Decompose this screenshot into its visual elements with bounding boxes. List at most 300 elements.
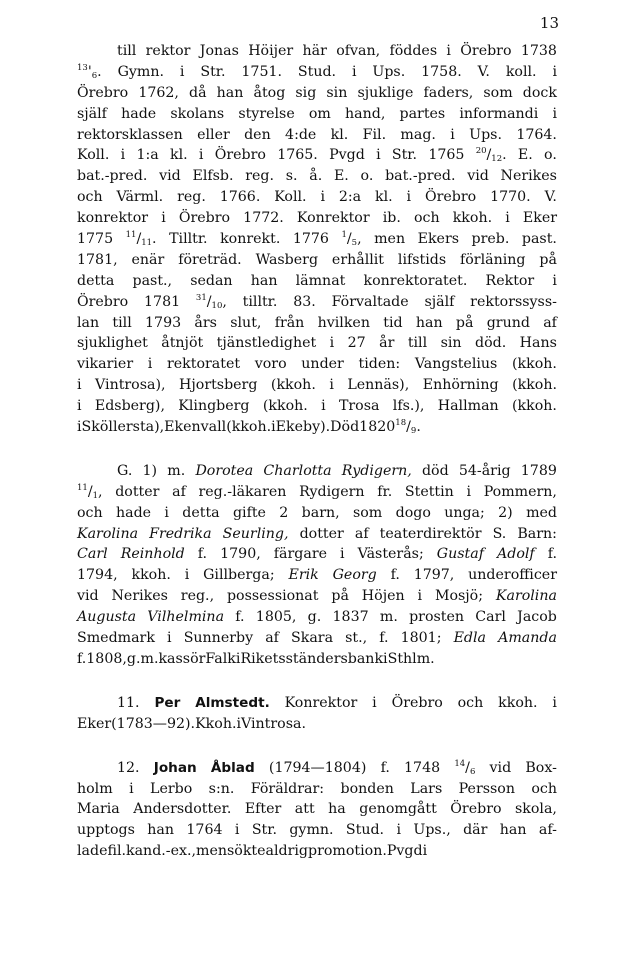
word: Höjen <box>361 588 405 605</box>
word: död <box>421 462 449 479</box>
word: i <box>466 483 472 500</box>
word: tilltr. <box>242 293 278 310</box>
word: i <box>396 822 401 839</box>
word: sedan <box>190 272 233 289</box>
word: V. <box>477 63 490 80</box>
word: Sköllersta), <box>81 419 165 436</box>
word: Örebro <box>77 84 129 101</box>
text-line <box>77 779 557 800</box>
subscript: 6 <box>469 766 476 777</box>
word: 2:a <box>338 189 362 206</box>
word: hand, <box>345 105 386 122</box>
word: Andersdotter. <box>133 801 232 818</box>
text-fragment: . <box>152 231 157 248</box>
word: under <box>301 356 344 373</box>
word: och <box>457 694 484 711</box>
text-line <box>77 229 557 250</box>
text-fragment: ' <box>87 63 92 80</box>
word: 4:de <box>285 126 317 143</box>
word: själf <box>424 293 455 310</box>
word: Persson <box>458 780 515 797</box>
word: själf <box>77 105 107 122</box>
word: han <box>147 822 175 839</box>
word: men <box>374 231 406 248</box>
word: vid <box>489 759 512 776</box>
word: Lars <box>410 780 443 797</box>
word: past. <box>521 231 557 248</box>
word: i <box>271 419 276 436</box>
word: af- <box>538 822 557 839</box>
word: i <box>505 210 510 227</box>
page-number: 13 <box>539 14 559 32</box>
composite-word <box>454 758 475 779</box>
word: upptogs <box>77 822 135 839</box>
word: Koll. <box>274 189 307 206</box>
word: faders, <box>423 84 474 101</box>
word: hvilken <box>317 314 370 331</box>
word: possessionat <box>226 588 319 605</box>
word: Pvgd <box>329 147 365 164</box>
word: slut, <box>230 314 262 331</box>
word: V. <box>544 189 557 206</box>
word: i <box>236 715 242 732</box>
word: Str. <box>391 147 418 164</box>
word: i <box>77 398 82 415</box>
word: års <box>194 314 217 331</box>
word: 1762, <box>138 84 179 101</box>
word: Örebro <box>450 801 502 818</box>
word: ofvan, <box>336 43 381 59</box>
word: o. <box>360 168 374 185</box>
word: Mosjö; <box>434 588 484 605</box>
word: af <box>543 314 557 331</box>
composite-word <box>476 145 507 166</box>
word: (kkoh. <box>226 419 272 436</box>
word: i <box>321 398 326 415</box>
word: Lennäs), <box>347 377 410 394</box>
word: Pommern, <box>483 483 557 500</box>
word: död. <box>474 335 507 352</box>
text-line <box>77 799 557 820</box>
word: i <box>147 356 153 373</box>
word: då <box>189 84 207 101</box>
word: sin <box>440 335 462 352</box>
word: informandi <box>459 105 539 122</box>
word: skola, <box>515 801 557 818</box>
text-fragment: , <box>357 231 362 248</box>
word: lämnat <box>295 272 346 289</box>
word: den <box>244 126 271 143</box>
word: Smedmark <box>77 630 155 647</box>
word: föddes <box>389 43 438 59</box>
word: i <box>167 630 172 647</box>
subscript: 5 <box>351 238 358 249</box>
text-line <box>77 758 557 779</box>
word: enär <box>131 251 165 268</box>
text-line <box>77 83 557 104</box>
subscript: 11 <box>141 238 153 249</box>
text-line <box>77 354 557 375</box>
word: unga; <box>444 504 485 521</box>
word: kl. <box>330 126 349 143</box>
word: aldrig <box>265 843 309 860</box>
word: Vintrosa. <box>241 715 306 732</box>
text-line <box>77 628 557 649</box>
word: Str. <box>200 63 226 80</box>
word: underofficer <box>468 567 557 584</box>
word: f. <box>390 567 400 584</box>
word: 2) <box>498 504 513 521</box>
italic-name: Charlotta <box>263 462 332 479</box>
text-line <box>77 524 557 545</box>
word: kand.-ex., <box>126 843 196 860</box>
superscript: 11 <box>125 230 137 241</box>
word: Sunnerby <box>183 630 254 647</box>
text-line <box>77 62 557 83</box>
word: bonden <box>340 780 394 797</box>
composite-word <box>395 417 421 438</box>
subscript: 10 <box>211 300 223 311</box>
word: 1781 <box>144 293 181 310</box>
text-line <box>77 841 557 862</box>
paragraph-gap <box>77 670 557 693</box>
text-fragment: . <box>97 63 102 80</box>
word: i <box>552 63 557 80</box>
word: rektoratet <box>167 356 241 373</box>
word: gymn. <box>289 822 334 839</box>
word: (kkoh. <box>512 377 557 394</box>
text-line <box>77 565 557 586</box>
word: 1775 <box>77 231 114 248</box>
word: E. <box>333 168 349 185</box>
bold-name: Åblad <box>210 759 255 776</box>
word: 1797, <box>413 567 455 584</box>
word: i <box>422 843 428 860</box>
text-line <box>77 125 557 146</box>
word: g. <box>126 650 141 667</box>
word: åtog <box>253 84 286 101</box>
word: (kkoh. <box>512 356 557 373</box>
word: ib. <box>382 210 401 227</box>
italic-name: Fredrika <box>149 525 212 542</box>
word: Lerbo <box>150 780 193 797</box>
word: Skara <box>291 630 334 647</box>
word: Gymn. <box>117 63 165 80</box>
word: (kkoh. <box>262 398 308 415</box>
text-fragment: . <box>416 419 421 436</box>
text-fragment: / <box>87 483 93 500</box>
text-line <box>77 649 557 670</box>
composite-word <box>77 62 102 83</box>
word: 1) <box>142 462 158 479</box>
word: dotter <box>115 483 160 500</box>
word: från <box>274 314 305 331</box>
italic-name: Karolina <box>77 525 139 542</box>
word: Örebro <box>391 694 443 711</box>
word: koll. <box>505 63 537 80</box>
word: om <box>308 105 331 122</box>
word: Edsberg), <box>94 398 165 415</box>
word: i <box>164 504 169 521</box>
word: Rydigern <box>299 483 365 500</box>
word: 1:a <box>136 147 159 164</box>
word: 83. <box>293 293 316 310</box>
word: kkoh. <box>452 210 493 227</box>
word: konrektoratet. <box>363 272 468 289</box>
word: kassör <box>158 650 206 667</box>
subscript: 9 <box>410 426 417 437</box>
text-line <box>77 607 557 628</box>
word: Efter <box>244 801 282 818</box>
text-fragment: , <box>98 483 103 500</box>
word: reg.-läkaren <box>198 483 287 500</box>
word: till <box>112 314 132 331</box>
word: Död <box>330 419 360 436</box>
superscript: 1 <box>341 230 347 241</box>
word: Rikets <box>240 650 286 667</box>
text-line <box>77 375 557 396</box>
italic-name: Seurling, <box>222 525 289 542</box>
word: och <box>413 210 440 227</box>
word: m. <box>167 462 186 479</box>
word: i <box>372 694 377 711</box>
word: Tilltr. <box>169 231 208 248</box>
word: vid <box>159 168 181 185</box>
word: tiden: <box>358 356 401 373</box>
word: i <box>161 210 166 227</box>
word: Koll. <box>77 147 110 164</box>
word: bat.-pred. <box>77 168 148 185</box>
word: Sthlm. <box>387 650 435 667</box>
word: Ups. <box>372 63 406 80</box>
italic-name: Reinhold <box>120 546 185 563</box>
text-line <box>77 292 557 313</box>
bold-name: Johan <box>153 759 197 776</box>
text-fragment: / <box>406 419 411 436</box>
italic-name: Rydigern, <box>341 462 412 479</box>
word: Falk <box>205 650 236 667</box>
word: Konrektor <box>284 694 358 711</box>
word: i <box>552 105 557 122</box>
word: hade <box>121 105 157 122</box>
word: fil. <box>107 843 126 860</box>
word: i <box>376 147 381 164</box>
word: bank <box>347 650 384 667</box>
word: 1805, <box>255 609 297 626</box>
text-fragment: / <box>136 231 142 248</box>
word: teaterdirektör <box>379 525 482 542</box>
word: i <box>129 780 134 797</box>
word: här <box>302 43 327 59</box>
word: voro <box>254 356 287 373</box>
italic-name: Dorotea <box>195 462 254 479</box>
word: att <box>294 801 315 818</box>
word: i <box>120 147 126 164</box>
word: 1781, <box>77 251 118 268</box>
word: han <box>415 314 443 331</box>
text-line <box>77 166 557 187</box>
word: af <box>265 630 279 647</box>
text-line <box>77 820 557 841</box>
paragraph-gap <box>77 735 557 758</box>
word: 1793 <box>145 314 182 331</box>
word: 1770. <box>490 189 531 206</box>
word: g. <box>307 609 322 626</box>
word: af <box>354 525 369 542</box>
italic-name: Karolina <box>495 588 557 605</box>
word: s. <box>285 168 298 185</box>
word: vid <box>77 588 99 605</box>
word: prosten <box>409 609 465 626</box>
word: Ekenvall <box>164 419 227 436</box>
word: Örebro <box>424 189 477 206</box>
word: i <box>552 694 557 711</box>
word: lfs.), <box>392 398 425 415</box>
superscript: 11 <box>77 482 88 493</box>
word: Box- <box>525 759 557 776</box>
text-line <box>77 503 557 524</box>
word: 1789 <box>520 462 557 479</box>
word: Konrektor <box>296 210 370 227</box>
word: Hans <box>519 335 557 352</box>
word: Fil. <box>362 126 387 143</box>
composite-word <box>341 229 361 250</box>
bold-name: Almstedt. <box>195 694 270 711</box>
word: E. <box>517 147 533 164</box>
word: reg. <box>245 168 275 185</box>
word: i <box>179 63 185 80</box>
word: i <box>329 335 335 352</box>
word: Förvaltade <box>331 293 409 310</box>
word: 1738 <box>520 43 557 59</box>
word: preb. <box>471 231 510 248</box>
word: gifte <box>232 504 266 521</box>
word: till <box>117 43 137 59</box>
word: ständers <box>285 650 348 667</box>
word: i <box>450 126 455 143</box>
word: sökte <box>227 843 266 860</box>
word: han <box>499 822 527 839</box>
word: Rektor <box>485 272 535 289</box>
word: i <box>235 650 241 667</box>
italic-name: Carl <box>77 546 108 563</box>
word: i <box>184 567 190 584</box>
word: dock <box>522 84 557 101</box>
word: förläning <box>460 251 526 268</box>
word: partes <box>399 105 446 122</box>
text-fragment: / <box>465 759 470 776</box>
word: Hjortsberg <box>179 377 258 394</box>
word: i <box>417 588 423 605</box>
text-fragment: / <box>486 147 492 164</box>
word: åtnjöt <box>161 335 204 352</box>
word: 1764. <box>516 126 557 143</box>
word: ha <box>328 801 346 818</box>
word: af <box>172 483 186 500</box>
word: till <box>407 335 428 352</box>
italic-name: Georg <box>332 567 377 584</box>
text-line <box>77 586 557 607</box>
subscript: 12 <box>491 154 503 165</box>
word: Ekers <box>417 231 460 248</box>
text-fragment: , <box>222 293 227 310</box>
word: s:n. <box>208 780 235 797</box>
word: promotion. <box>308 843 387 860</box>
text-line <box>77 250 557 271</box>
word: 1790, <box>220 546 261 563</box>
text-line <box>77 313 557 334</box>
text-line <box>77 482 557 503</box>
word: f. <box>197 546 208 563</box>
word: S. <box>492 525 507 542</box>
word: i <box>383 650 388 667</box>
word: m. <box>379 609 398 626</box>
word: Vintrosa), <box>95 377 166 394</box>
superscript: 14 <box>454 758 466 769</box>
word: Kkoh. <box>195 715 237 732</box>
word: Föräldrar: <box>250 780 325 797</box>
word: st., <box>345 630 368 647</box>
word: genomgått <box>359 801 437 818</box>
word: Stud. <box>297 63 337 80</box>
word: Str. <box>251 822 277 839</box>
word: mag. <box>400 126 436 143</box>
word: G. <box>117 462 133 479</box>
word: i <box>198 147 204 164</box>
word: Jacob <box>517 609 557 626</box>
word: konrektor <box>77 210 149 227</box>
word: Wasberg <box>255 251 319 268</box>
subscript: 6 <box>91 70 98 81</box>
italic-name: Edla <box>453 630 487 647</box>
word: f. <box>235 609 245 626</box>
word: Jonas <box>199 43 239 59</box>
word: Nerikes <box>500 168 557 185</box>
word: 1772. <box>243 210 284 227</box>
word: vid <box>467 168 489 185</box>
word: barn, <box>301 504 340 521</box>
word: han <box>216 84 244 101</box>
composite-word <box>126 229 157 250</box>
word: eller <box>197 126 230 143</box>
word: Höijer <box>248 43 294 59</box>
word: skolans <box>170 105 225 122</box>
word: Ups. <box>469 126 502 143</box>
italic-name: Adolf <box>497 546 535 563</box>
word: f. <box>380 759 390 776</box>
word: Elfsb. <box>192 168 234 185</box>
word: på <box>455 314 474 331</box>
word: 1765. <box>277 147 318 164</box>
word: Stud. <box>345 822 385 839</box>
word: med <box>526 504 557 521</box>
word: färgare <box>273 546 327 563</box>
word: i <box>446 43 451 59</box>
word: 1764 <box>186 822 223 839</box>
italic-name: Vilhelmina <box>147 609 225 626</box>
word: (kkoh. <box>270 377 316 394</box>
word: han <box>250 272 278 289</box>
word: Enhörning <box>422 377 499 394</box>
word: som <box>352 504 383 521</box>
italic-name: Gustaf <box>436 546 484 563</box>
text-line <box>77 187 557 208</box>
body-text <box>77 41 557 862</box>
word: Nerikes <box>111 588 168 605</box>
word: grund <box>486 314 530 331</box>
word: f. <box>379 630 389 647</box>
word: och <box>77 189 103 206</box>
